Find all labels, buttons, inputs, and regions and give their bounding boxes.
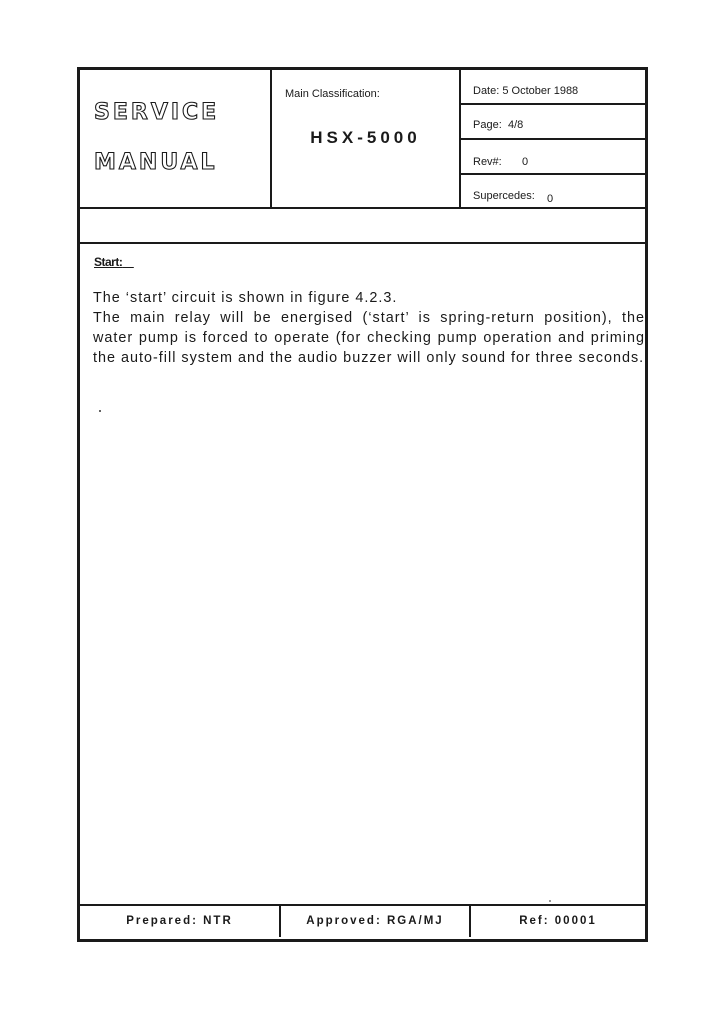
paragraph: The main relay will be energised (‘start’ is spring-return position), the water pump is forced to operate (for checking pump operation and priming the auto-fill system and the audio buzzer will only sound for three seconds. xyxy=(93,310,645,366)
title-block xyxy=(80,70,272,209)
supercedes-cell xyxy=(461,175,645,209)
footer-block xyxy=(80,904,645,939)
reference: Ref: 00001 xyxy=(519,915,597,927)
classification-value: HSX-5000 xyxy=(310,128,421,147)
page-value: 4/8 xyxy=(508,119,524,131)
supercedes-value: 0 xyxy=(547,193,554,205)
classification-label: Main Classification: xyxy=(285,88,380,100)
body-text xyxy=(93,288,645,368)
date-text: Date: 5 October 1988 xyxy=(473,85,579,97)
classification-block xyxy=(272,70,461,209)
subheader-divider xyxy=(80,242,645,244)
document-info-block xyxy=(461,70,645,209)
paragraph: The ‘start’ circuit is shown in figure 4.2.3. xyxy=(93,290,398,306)
supercedes-label: Supercedes: xyxy=(473,190,535,202)
header-divider xyxy=(80,207,645,209)
page-cell xyxy=(461,105,645,140)
date-cell xyxy=(461,70,645,105)
prepared-by: Prepared: NTR xyxy=(80,906,281,937)
page-label: Page: xyxy=(473,119,502,131)
rev-cell xyxy=(461,140,645,175)
approved-by: Approved: RGA/MJ xyxy=(281,906,471,937)
title-manual: MANUAL xyxy=(94,150,218,175)
rev-value: 0 xyxy=(522,156,529,168)
title-service: SERVICE xyxy=(94,100,220,125)
document-frame xyxy=(77,67,648,942)
stray-mark xyxy=(549,900,551,902)
stray-mark xyxy=(99,410,101,412)
section-heading: Start: xyxy=(94,255,123,269)
rev-label: Rev#: xyxy=(473,156,502,168)
